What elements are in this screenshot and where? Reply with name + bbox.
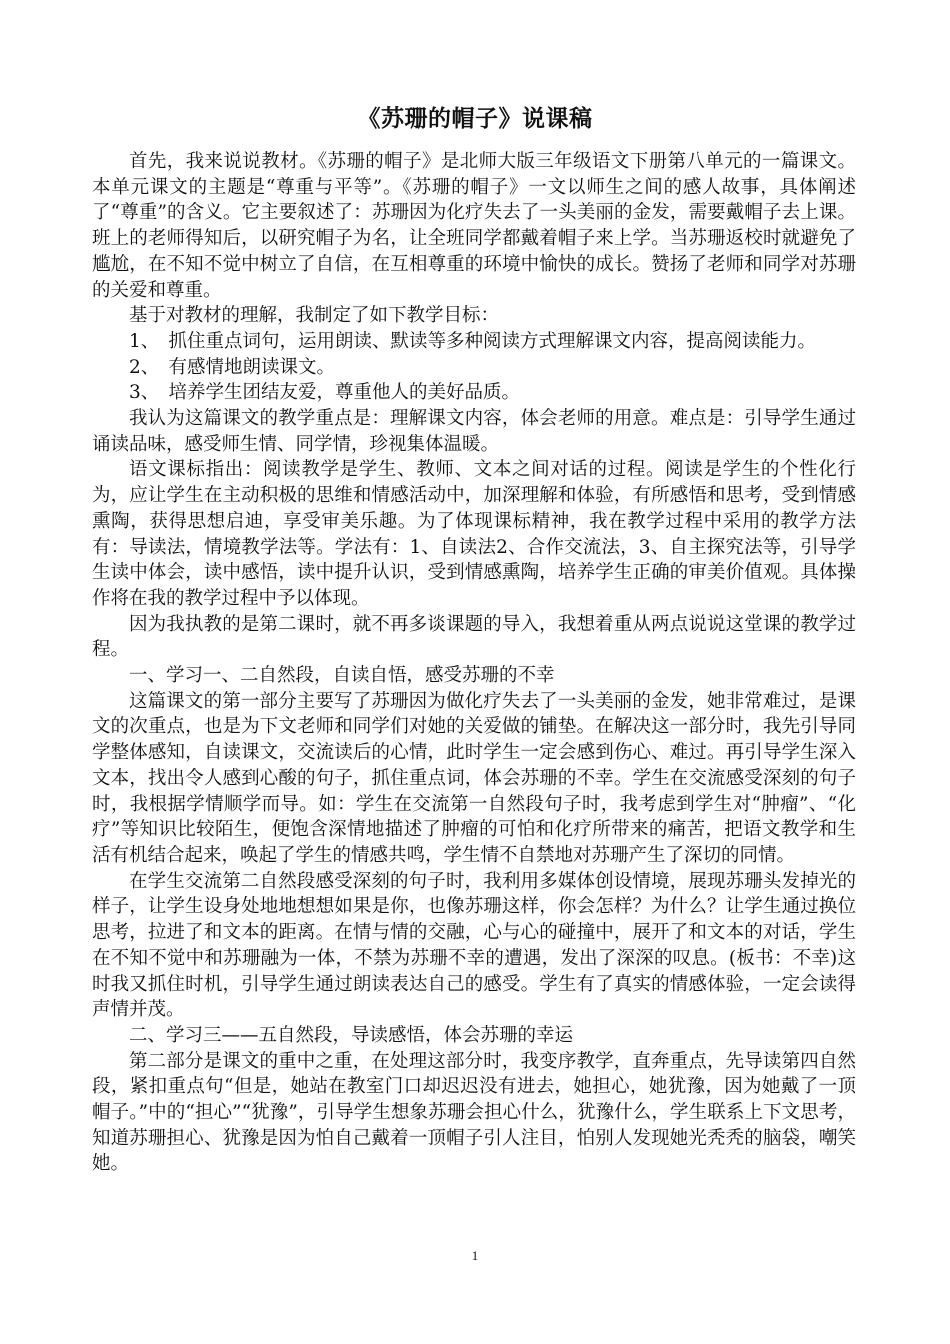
document-title: 《苏珊的帽子》说课稿 <box>357 106 593 132</box>
paragraph-section1-b: 在学生交流第二自然段感受深刻的句子时，我利用多媒体创设情境，展现苏珊头发掉光的样子，让学生设身处地地想想如果是你，也像苏珊这样，你会怎样？为什么？让学生通过换位思考，拉进了和文本的距离。在情与情的交融，心与心的碰撞中，展开了和文本的对话，学生在不知不觉中和苏珊融为一体，不禁为苏珊不幸的遭遇，发出了深深的叹息。(板书：不幸)这时我又抓住时机，引导学生通过朗读表达自己的感受。学生有了真实的情感体验，一定会读得声情并茂。 <box>92 870 856 1021</box>
section-heading-1: 一、学习一、二自然段，自读自悟，感受苏珊的不幸 <box>129 665 555 687</box>
paragraph-intro: 首先，我来说说教材。《苏珊的帽子》是北师大版三年级语文下册第八单元的一篇课文。本单元课文的主题是“尊重与平等”。《苏珊的帽子》一文以师生之间的感人故事，具体阐述了“尊重”的含义。它主要叙述了：苏珊因为化疗失去了一头美丽的金发，需要戴帽子去上课。班上的老师得知后，以研究帽子为名，让全班同学都戴着帽子来上学。当苏珊返校时就避免了尴尬，在不知不觉中树立了自信，在互相尊重的环境中愉快的成长。赞扬了老师和同学对苏珊的关爱和尊重。 <box>92 151 856 301</box>
page-number: 1 <box>471 1248 479 1263</box>
paragraph-key-points: 我认为这篇课文的教学重点是：理解课文内容，体会老师的用意。难点是：引导学生通过诵读品味，感受师生情、同学情，珍视集体温暖。 <box>92 408 856 455</box>
paragraph-objectives-lead: 基于对教材的理解，我制定了如下教学目标： <box>129 305 500 327</box>
section-heading-2: 二、学习三——五自然段，导读感悟，体会苏珊的幸运 <box>129 1024 574 1046</box>
paragraph-section2-a: 第二部分是课文的重中之重，在处理这部分时，我变序教学，直奔重点，先导读第四自然段，紧扣重点句“但是，她站在教室门口却迟迟没有进去，她担心，她犹豫，因为她戴了一顶帽子。”中的“担心”“犹豫”，引导学生想象苏珊会担心什么，犹豫什么，学生联系上下文思考，知道苏珊担心、犹豫是因为怕自己戴着一顶帽子引人注目，怕别人发现她光秃秃的脑袋，嘲笑她。 <box>92 1050 856 1175</box>
paragraph-section1-a: 这篇课文的第一部分主要写了苏珊因为做化疗失去了一头美丽的金发，她非常难过，是课文的次重点，也是为下文老师和同学们对她的关爱做的铺垫。在解决这一部分时，我先引导同学整体感知，自读课文，交流读后的心情，此时学生一定会感到伤心、难过。再引导学生深入文本，找出令人感到心酸的句子，抓住重点词，体会苏珊的不幸。学生在交流感受深刻的句子时，我根据学情顺学而导。如：学生在交流第一自然段句子时，我考虑到学生对“肿瘤”、“化疗”等知识比较陌生，便饱含深情地描述了肿瘤的可怕和化疗所带来的痛苦，把语文教学和生活有机结合起来，唤起了学生的情感共鸣，学生情不自禁地对苏珊产生了深切的同情。 <box>92 690 856 866</box>
document-body <box>92 149 856 1177</box>
paragraph-methods: 语文课标指出：阅读教学是学生、教师、文本之间对话的过程。阅读是学生的个性化行为，应让学生在主动积极的思维和情感活动中，加深理解和体验，有所感悟和思考，受到情感熏陶，获得思想启迪，享受审美乐趣。为了体现课标精神，我在教学过程中采用的教学方法有：导读法，情境教学法等。学法有：1、自读法2、合作交流法，3、自主探究法等，引导学生读中体会，读中感悟，读中提升认识，受到情感熏陶，培养学生正确的审美价值观。具体操作将在我的教学过程中予以体现。 <box>92 459 856 609</box>
objective-item-1: 1、 抓住重点词句，运用朗读、默读等多种阅读方式理解课文内容，提高阅读能力。 <box>129 330 817 352</box>
objective-item-3: 3、 培养学生团结友爱，尊重他人的美好品质。 <box>129 382 521 404</box>
objective-item-2: 2、 有感情地朗读课文。 <box>129 356 336 378</box>
paragraph-process-intro: 因为我执教的是第二课时，就不再多谈课题的导入，我想着重从两点说说这堂课的教学过程。 <box>92 613 856 661</box>
